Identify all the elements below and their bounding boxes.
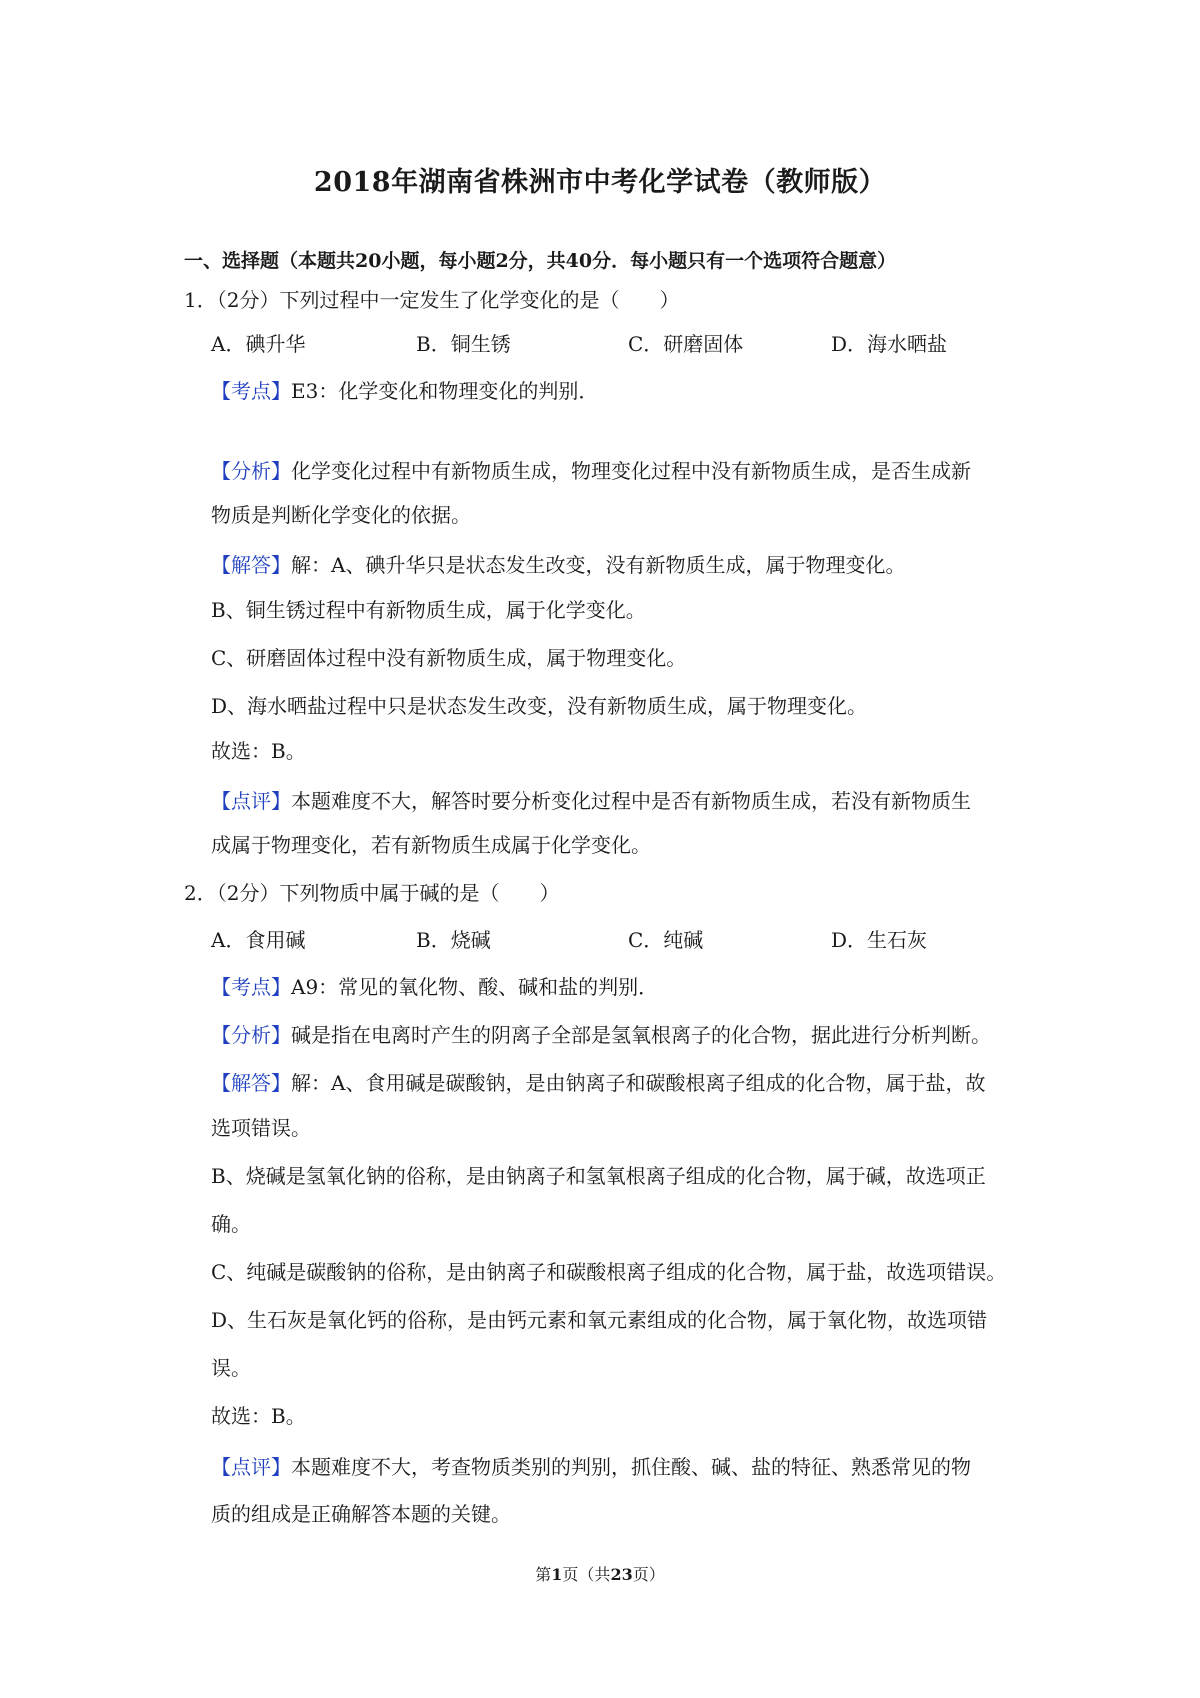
jieda-tag: 【解答】 [211, 553, 291, 577]
q1-dianping [211, 791, 971, 811]
q1-option-a: A．碘升华 [211, 332, 306, 356]
q2-jieda [211, 1073, 985, 1093]
q1-jieda [211, 555, 905, 575]
q1-fenxi [211, 461, 971, 481]
q1-jieda-b: B、铜生锈过程中有新物质生成，属于化学变化。 [211, 598, 646, 622]
q2-dianping [211, 1457, 971, 1477]
q2-jieda-a-cont: 选项错误。 [211, 1116, 311, 1140]
kaodian-tag: 【考点】 [211, 975, 291, 999]
q2-jieda-d: D、生石灰是氧化钙的俗称，是由钙元素和氧元素组成的化合物，属于氧化物，故选项错 [211, 1308, 988, 1332]
q2-option-b: B．烧碱 [416, 928, 491, 952]
q2-option-a: A．食用碱 [211, 928, 306, 952]
q1-jieda-d: D、海水晒盐过程中只是状态发生改变，没有新物质生成，属于物理变化。 [211, 694, 868, 718]
total-pages: 23 [610, 1565, 633, 1584]
q1-dianping-cont: 成属于物理变化，若有新物质生成属于化学变化。 [211, 833, 651, 857]
page-title: 2018年湖南省株洲市中考化学试卷（教师版） [313, 167, 887, 198]
dianping-text: 本题难度不大，考查物质类别的判别，抓住酸、碱、盐的特征、熟悉常见的物 [291, 1455, 971, 1479]
section-heading: 一、选择题（本题共20小题，每小题2分，共40分．每小题只有一个选项符合题意） [184, 250, 897, 272]
q2-jieda-b-cont: 确。 [211, 1212, 251, 1236]
q2-jieda-b: B、烧碱是氢氧化钠的俗称，是由钠离子和氢氧根离子组成的化合物，属于碱，故选项正 [211, 1164, 986, 1188]
q1-option-c: C．研磨固体 [628, 332, 744, 356]
fenxi-tag: 【分析】 [211, 1023, 291, 1047]
q1-answer: 故选：B。 [211, 739, 306, 763]
question-2-stem: 2．（2分）下列物质中属于碱的是（ ） [184, 881, 560, 905]
dianping-text: 本题难度不大，解答时要分析变化过程中是否有新物质生成，若没有新物质生 [291, 789, 971, 813]
q2-jieda-d-cont: 误。 [211, 1356, 251, 1380]
q2-jieda-c: C、纯碱是碳酸钠的俗称，是由钠离子和碳酸根离子组成的化合物，属于盐，故选项错误。 [211, 1260, 1007, 1284]
kaodian-tag: 【考点】 [211, 379, 291, 403]
q2-dianping-cont: 质的组成是正确解答本题的关键。 [211, 1502, 511, 1526]
q1-kaodian [211, 381, 598, 401]
kaodian-text: A9：常见的氧化物、酸、碱和盐的判别． [291, 975, 659, 999]
fenxi-tag: 【分析】 [211, 459, 291, 483]
q2-option-c: C．纯碱 [628, 928, 704, 952]
q2-option-d: D．生石灰 [831, 928, 928, 952]
fenxi-text: 碱是指在电离时产生的阴离子全部是氢氧根离子的化合物，据此进行分析判断。 [291, 1023, 991, 1047]
q1-jieda-c: C、研磨固体过程中没有新物质生成，属于物理变化。 [211, 646, 687, 670]
dianping-tag: 【点评】 [211, 789, 291, 813]
jieda-text: 解：A、碘升华只是状态发生改变，没有新物质生成，属于物理变化。 [291, 553, 906, 577]
q1-fenxi-cont: 物质是判断化学变化的依据。 [211, 503, 471, 527]
q1-option-d: D．海水晒盐 [831, 332, 948, 356]
page-number: 1 [551, 1565, 563, 1584]
q2-kaodian [211, 977, 658, 997]
fenxi-text: 化学变化过程中有新物质生成，物理变化过程中没有新物质生成，是否生成新 [291, 459, 971, 483]
footer-prefix: 第 [535, 1565, 552, 1584]
kaodian-text: E3：化学变化和物理变化的判别． [291, 379, 599, 403]
q2-answer: 故选：B。 [211, 1404, 306, 1428]
footer-suffix: 页） [632, 1565, 665, 1584]
footer-mid: 页（共 [562, 1565, 611, 1584]
question-1-stem: 1．（2分）下列过程中一定发生了化学变化的是（ ） [184, 288, 680, 312]
q1-option-b: B．铜生锈 [416, 332, 511, 356]
dianping-tag: 【点评】 [211, 1455, 291, 1479]
jieda-tag: 【解答】 [211, 1071, 291, 1095]
page-footer [0, 1562, 1200, 1585]
q2-fenxi [211, 1025, 991, 1045]
jieda-text: 解：A、食用碱是碳酸钠，是由钠离子和碳酸根离子组成的化合物，属于盐，故 [291, 1071, 986, 1095]
